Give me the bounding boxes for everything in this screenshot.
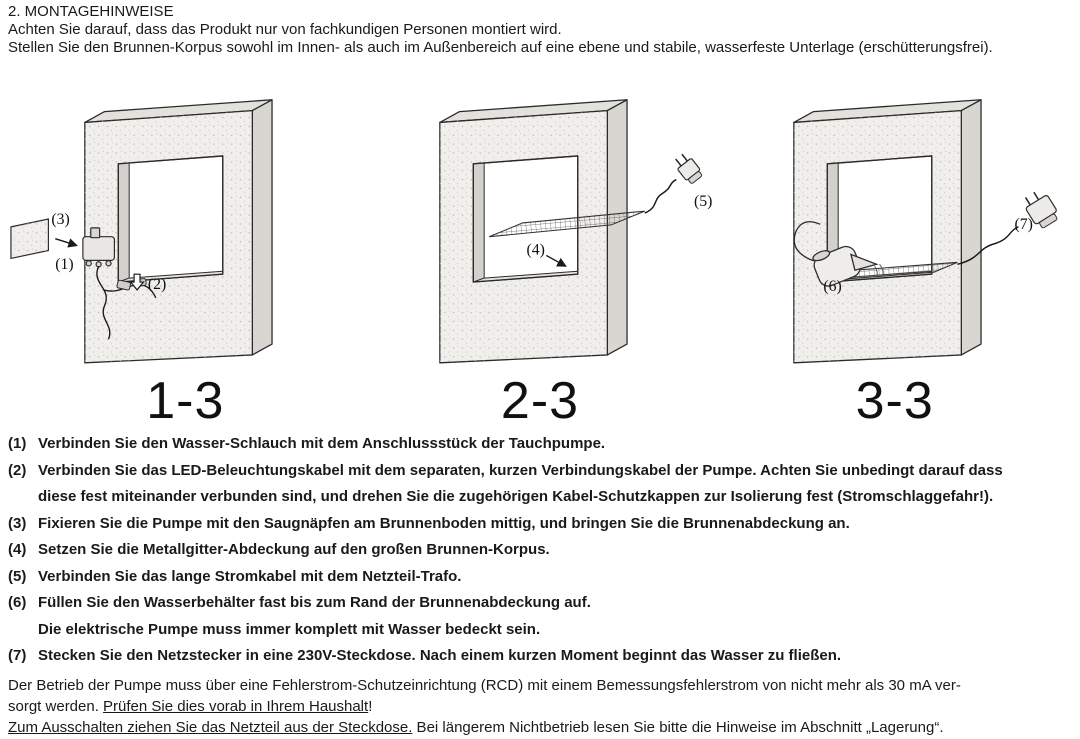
figure-3-label: 3-3 xyxy=(855,372,934,430)
intro-text xyxy=(8,21,1072,57)
step-3-number: (3) xyxy=(8,514,27,532)
figure-1-label: 1-3 xyxy=(146,372,225,430)
callout-6: (6) xyxy=(823,277,843,295)
step-1-text: Verbinden Sie den Wasser-Schlauch mit dem Anschlussstück der Tauchpumpe. xyxy=(38,435,606,452)
step-4 xyxy=(8,537,1072,564)
rcd-check-underlined: Prüfen Sie dies vorab in Ihrem Haushalt xyxy=(103,697,369,715)
figure-2-label: 2-3 xyxy=(500,372,580,430)
callout-5: (5) xyxy=(693,193,713,211)
step-1 xyxy=(8,431,1072,458)
arrow-icon xyxy=(55,239,77,246)
rcd-note-line-2: sorgt werden. Prüfen Sie dies vorab in Ihrem Haushalt! xyxy=(8,697,373,715)
step-7 xyxy=(8,643,1072,670)
step-7-text: Stecken Sie den Netzstecker in eine 230V-Steckdose. Nach einem kurzen Moment beginnt das Wasser zu fließen. xyxy=(38,647,842,664)
instruction-steps xyxy=(8,431,1072,670)
callout-2: (2) xyxy=(147,275,167,293)
callout-1: (1) xyxy=(55,256,74,274)
step-4-number: (4) xyxy=(8,541,27,558)
step-6-text-line-2: Die elektrische Pumpe muss immer komplett mit Wasser bedeckt sein. xyxy=(38,620,541,638)
switch-off-note: Zum Ausschalten ziehen Sie das Netzteil aus der Steckdose. Bei längerem Nichtbetrieb lesen Sie bitte die Hinweise im Abschnitt „Lagerung“. xyxy=(8,718,944,736)
power-cable xyxy=(644,180,676,213)
figure-1 xyxy=(8,60,363,430)
page-title: 2. MONTAGEHINWEISE xyxy=(8,3,174,20)
step-2-text-line-1: Verbinden Sie das LED-Beleuchtungskabel mit dem separaten, kurzen Verbindungskabel der Pumpe. Achten Sie unbedingt darauf dass xyxy=(38,461,1003,479)
step-5-text: Verbinden Sie das lange Stromkabel mit dem Netzteil-Trafo. xyxy=(38,567,462,585)
fountain-corpus xyxy=(794,100,981,363)
step-7-number: (7) xyxy=(8,647,27,664)
diagram-step-1-3 xyxy=(8,60,363,376)
step-6-text-line-1: Füllen Sie den Wasserbehälter fast bis zum Rand der Brunnenabdeckung auf. xyxy=(38,594,591,611)
step-3 xyxy=(8,511,1072,538)
step-6 xyxy=(8,590,1072,643)
step-5-number: (5) xyxy=(8,567,27,585)
footer-notes xyxy=(8,675,1072,738)
diagram-step-2-3 xyxy=(363,60,718,376)
step-2 xyxy=(8,458,1072,511)
figure-3 xyxy=(717,60,1072,430)
step-6-number: (6) xyxy=(8,594,27,611)
fountain-corpus xyxy=(85,100,272,363)
step-1-number: (1) xyxy=(8,435,27,452)
intro-line-2: Stellen Sie den Brunnen-Korpus sowohl im Innen- als auch im Außenbereich auf eine ebene und stabile, wasserfeste Unterlage (erschütterungsfrei). xyxy=(8,39,993,56)
diagram-step-3-3 xyxy=(717,60,1072,376)
intro-line-1: Achten Sie darauf, dass das Produkt nur von fachkundigen Personen montiert wird. xyxy=(8,21,562,38)
figure-2 xyxy=(363,60,718,430)
step-3-text: Fixieren Sie die Pumpe mit den Saugnäpfen am Brunnenboden mittig, und bringen Sie die Brunnenabdeckung an. xyxy=(38,514,850,532)
callout-7: (7) xyxy=(1014,215,1034,233)
cover-plate-icon xyxy=(11,219,48,258)
power-plug-icon xyxy=(671,151,703,185)
step-2-number: (2) xyxy=(8,461,27,479)
step-2-text-line-2: diese fest miteinander verbunden sind, und drehen Sie die zugehörigen Kabel-Schutzkappen zur Isolierung fest (Stromschlaggefahr!). xyxy=(38,488,994,505)
step-5 xyxy=(8,564,1072,591)
figures-row xyxy=(8,60,1072,430)
rcd-note-line-1: Der Betrieb der Pumpe muss über eine Fehlerstrom-Schutzeinrichtung (RCD) mit einem Bemessungsfehlerstrom von nicht mehr als 30 mA ver- xyxy=(8,676,961,694)
callout-3: (3) xyxy=(51,210,70,228)
step-4-text: Setzen Sie die Metallgitter-Abdeckung auf den großen Brunnen-Korpus. xyxy=(38,541,550,558)
switch-off-underlined: Zum Ausschalten ziehen Sie das Netzteil aus der Steckdose. xyxy=(8,718,413,736)
callout-4: (4) xyxy=(526,241,545,259)
